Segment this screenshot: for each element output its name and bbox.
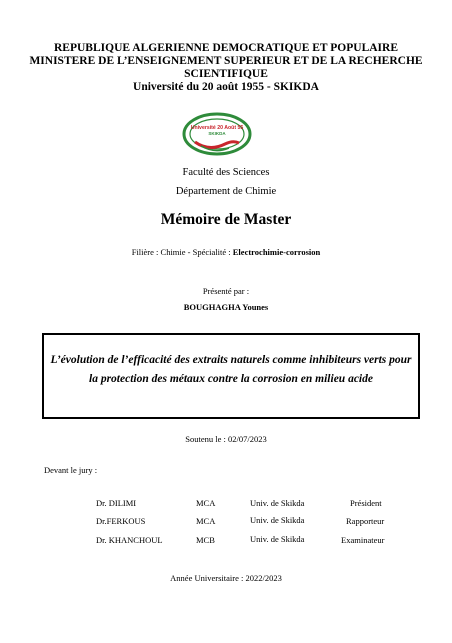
jury-name: Dr. DILIMI [96, 498, 137, 508]
department-name: Département de Chimie [175, 186, 277, 197]
academic-year: Année Universitaire : 2022/2023 [170, 573, 282, 583]
svg-text:SKIKDA: SKIKDA [208, 131, 226, 136]
jury-university: Univ. de Skikda [250, 515, 305, 525]
university-logo [181, 112, 253, 158]
author-name: BOUGHAGHA Younes [183, 302, 269, 312]
jury-name: Dr. KHANCHOUL [96, 535, 163, 545]
filiere-prefix: Filière : Chimie - Spécialité : [131, 247, 233, 257]
filiere-line [0, 247, 452, 257]
jury-role: Rapporteur [346, 516, 385, 526]
jury-grade: MCB [196, 535, 215, 545]
document-type: Mémoire de Master [160, 211, 292, 228]
thesis-title: L’évolution de l’efficacité des extraits naturels comme inhibiteurs verts pour la protection des métaux contre la corrosion en milieu acide [50, 354, 412, 385]
jury-university: Univ. de Skikda [250, 534, 305, 544]
faculty-name: Faculté des Sciences [182, 167, 270, 178]
jury-university: Univ. de Skikda [250, 498, 305, 508]
presented-by-label: Présenté par : [202, 286, 250, 296]
jury-name: Dr.FERKOUS [96, 516, 146, 526]
header-line-2: MINISTERE DE L’ENSEIGNEMENT SUPERIEUR ET DE LA RECHERCHE [29, 55, 423, 67]
university-name: Université du 20 août 1955 - SKIKDA [133, 81, 319, 93]
jury-label: Devant le jury : [44, 465, 98, 475]
thesis-title-box [42, 333, 420, 419]
jury-grade: MCA [196, 498, 216, 508]
defense-date: Soutenu le : 02/07/2023 [185, 434, 267, 444]
jury-role: Président [350, 498, 382, 508]
svg-text:Université 20 Août 55: Université 20 Août 55 [190, 125, 244, 131]
header-line-3: SCIENTIFIQUE [184, 68, 268, 80]
filiere-specialite: Electrochimie-corrosion [232, 247, 321, 257]
header-line-1: REPUBLIQUE ALGERIENNE DEMOCRATIQUE ET POPULAIRE [54, 42, 398, 54]
jury-grade: MCA [196, 516, 216, 526]
jury-role: Examinateur [341, 535, 385, 545]
